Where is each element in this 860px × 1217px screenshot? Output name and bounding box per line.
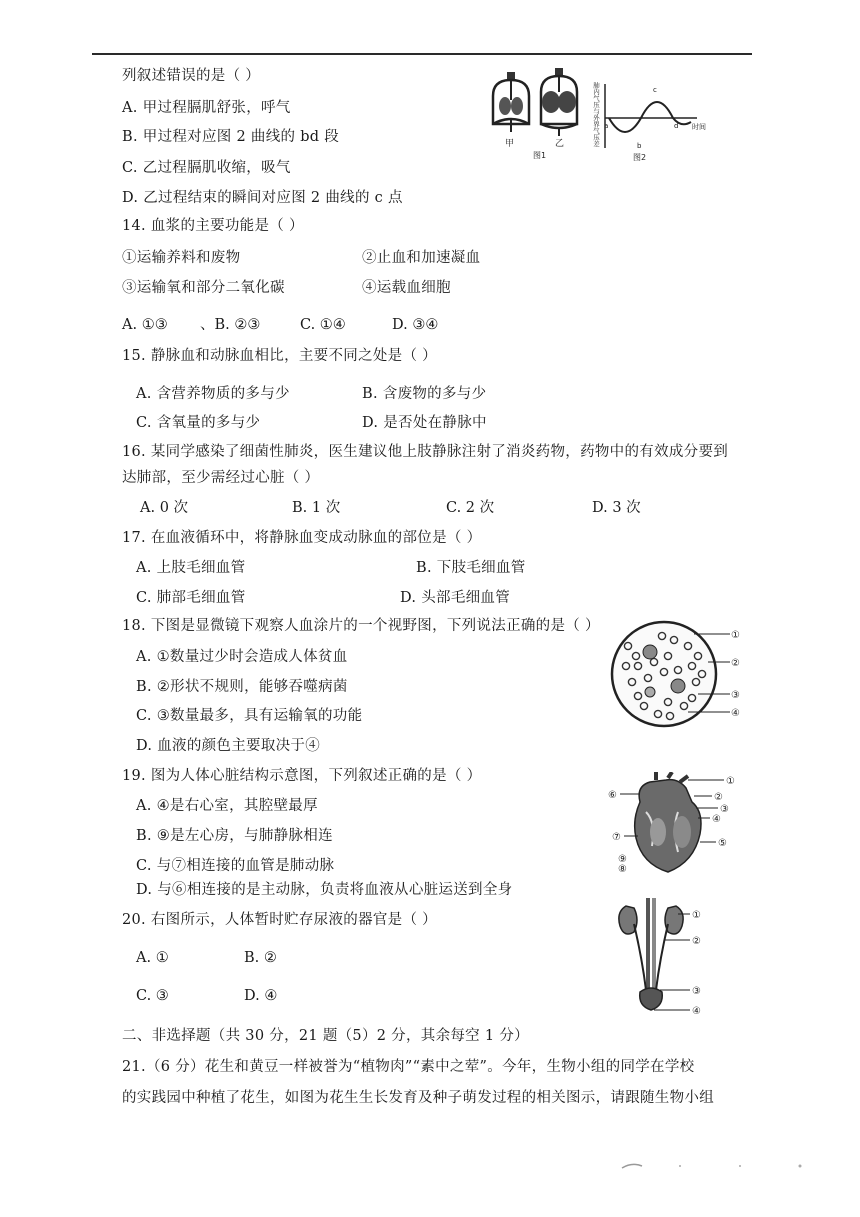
q19-option-d: D. 与⑥相连接的是主动脉，负责将血液从心脏运送到全身 — [136, 882, 513, 898]
q18-option-a: A. ①数量过少时会造成人体贫血 — [136, 649, 348, 665]
jar-label-2: 乙 — [555, 139, 565, 149]
q13-stem-tail: 列叙述错误的是（ ） — [122, 68, 261, 84]
point-c: c — [653, 86, 657, 94]
heart-label-6: ⑥ — [608, 790, 617, 801]
heart-label-4: ④ — [712, 814, 721, 825]
heart-label-2: ② — [714, 792, 723, 803]
q15-option-b: B. 含废物的多与少 — [362, 386, 487, 402]
q15-stem: 15. 静脉血和动脉血相比，主要不同之处是（ ） — [122, 348, 437, 364]
q14-option-c: C. ①④ — [300, 317, 346, 333]
q14-item-1: ①运输养料和废物 — [122, 250, 241, 266]
q17-option-d: D. 头部毛细血管 — [400, 590, 511, 606]
jar-label-1: 甲 — [505, 139, 515, 149]
smear-label-3: ③ — [731, 690, 740, 701]
q16-option-a: A. 0 次 — [140, 500, 189, 516]
urinary-system-icon — [619, 898, 683, 1010]
q15-option-a: A. 含营养物质的多与少 — [136, 386, 290, 402]
top-rule — [92, 53, 752, 55]
q16-option-d: D. 3 次 — [592, 500, 641, 516]
q16-option-b: B. 1 次 — [292, 500, 341, 516]
q21-line2: 的实践园中种植了花生，如图为花生生长发育及种子萌发过程的相关图示，请跟随生物小组 — [122, 1090, 714, 1106]
heart-label-8: ⑧ — [618, 864, 627, 875]
q13-option-d: D. 乙过程结束的瞬间对应图 2 曲线的 c 点 — [122, 190, 403, 206]
scan-artifact — [620, 1160, 810, 1172]
bell-jar-1-icon — [493, 72, 529, 132]
point-b: b — [637, 142, 642, 150]
point-d: d — [674, 122, 679, 130]
q20-option-b: B. ② — [244, 950, 277, 966]
q13-option-b: B. 甲过程对应图 2 曲线的 bd 段 — [122, 129, 340, 145]
q14-option-b: 、B. ②③ — [200, 317, 261, 333]
q18-option-d: D. 血液的颜色主要取决于④ — [136, 738, 321, 754]
heart-label-5: ⑤ — [718, 838, 727, 849]
q13-option-c: C. 乙过程膈肌收缩，吸气 — [122, 160, 291, 176]
graph-xlabel: 时间 — [692, 123, 706, 131]
q18-option-c: C. ③数量最多，具有运输氧的功能 — [136, 708, 363, 724]
q19-option-b: B. ⑨是左心房，与肺静脉相连 — [136, 828, 333, 844]
section2-heading: 二、非选择题（共 30 分，21 题（5）2 分，其余每空 1 分） — [122, 1028, 529, 1044]
heart-label-3: ③ — [720, 804, 729, 815]
breathing-figure — [485, 66, 715, 166]
graph-ylabel: 肺内气压与外界气压差 — [592, 82, 600, 147]
q17-option-a: A. 上肢毛细血管 — [136, 560, 246, 576]
urinary-label-1: ① — [692, 910, 701, 921]
urinary-system-figure — [614, 898, 714, 1022]
q14-stem: 14. 血浆的主要功能是（ ） — [122, 218, 304, 234]
q17-stem: 17. 在血液循环中，将静脉血变成动脉血的部位是（ ） — [122, 530, 482, 546]
heart-label-7: ⑦ — [612, 832, 621, 843]
point-a: a — [604, 122, 609, 130]
urinary-label-4: ④ — [692, 1006, 701, 1017]
blood-smear-figure — [608, 616, 748, 734]
urinary-label-3: ③ — [692, 986, 701, 997]
q15-option-d: D. 是否处在静脉中 — [362, 415, 487, 431]
q18-stem: 18. 下图是显微镜下观察人血涂片的一个视野图，下列说法正确的是（ ） — [122, 618, 600, 634]
q20-stem: 20. 右图所示，人体暂时贮存尿液的器官是（ ） — [122, 912, 437, 928]
q20-option-d: D. ④ — [244, 988, 278, 1004]
heart-icon — [635, 772, 701, 872]
smear-label-2: ② — [731, 658, 740, 669]
heart-label-9: ⑨ — [618, 854, 627, 865]
q20-option-c: C. ③ — [136, 988, 169, 1004]
q14-item-3: ③运输氧和部分二氧化碳 — [122, 280, 285, 296]
q18-option-b: B. ②形状不规则，能够吞噬病菌 — [136, 679, 348, 695]
urinary-label-2: ② — [692, 936, 701, 947]
q13-option-a: A. 甲过程膈肌舒张，呼气 — [122, 100, 291, 116]
q19-stem: 19. 图为人体心脏结构示意图，下列叙述正确的是（ ） — [122, 768, 482, 784]
heart-figure — [606, 772, 746, 878]
q14-item-2: ②止血和加速凝血 — [362, 250, 481, 266]
fig1-label: 图1 — [533, 151, 547, 160]
fig2-label: 图2 — [633, 153, 647, 162]
q20-option-a: A. ① — [136, 950, 169, 966]
q16-stem-line2: 达肺部，至少需经过心脏（ ） — [122, 470, 320, 486]
smear-label-4: ④ — [731, 708, 740, 719]
q19-option-a: A. ④是右心室，其腔壁最厚 — [136, 798, 318, 814]
q14-option-a: A. ①③ — [122, 317, 168, 333]
q21-line1: 21.（6 分）花生和黄豆一样被誉为“植物肉”“素中之荤”。今年，生物小组的同学在学校 — [122, 1059, 695, 1075]
bell-jar-2-icon — [541, 68, 577, 136]
q14-item-4: ④运载血细胞 — [362, 280, 451, 296]
q17-option-c: C. 肺部毛细血管 — [136, 590, 246, 606]
q16-option-c: C. 2 次 — [446, 500, 495, 516]
pressure-curve-chart — [604, 84, 706, 162]
q17-option-b: B. 下肢毛细血管 — [416, 560, 526, 576]
smear-label-1: ① — [731, 630, 740, 641]
heart-label-1: ① — [726, 776, 735, 787]
q15-option-c: C. 含氧量的多与少 — [136, 415, 261, 431]
q16-stem-line1: 16. 某同学感染了细菌性肺炎，医生建议他上肢静脉注射了消炎药物，药物中的有效成分要到 — [122, 444, 729, 460]
q14-option-d: D. ③④ — [392, 317, 439, 333]
q19-option-c: C. 与⑦相连接的血管是肺动脉 — [136, 858, 335, 874]
